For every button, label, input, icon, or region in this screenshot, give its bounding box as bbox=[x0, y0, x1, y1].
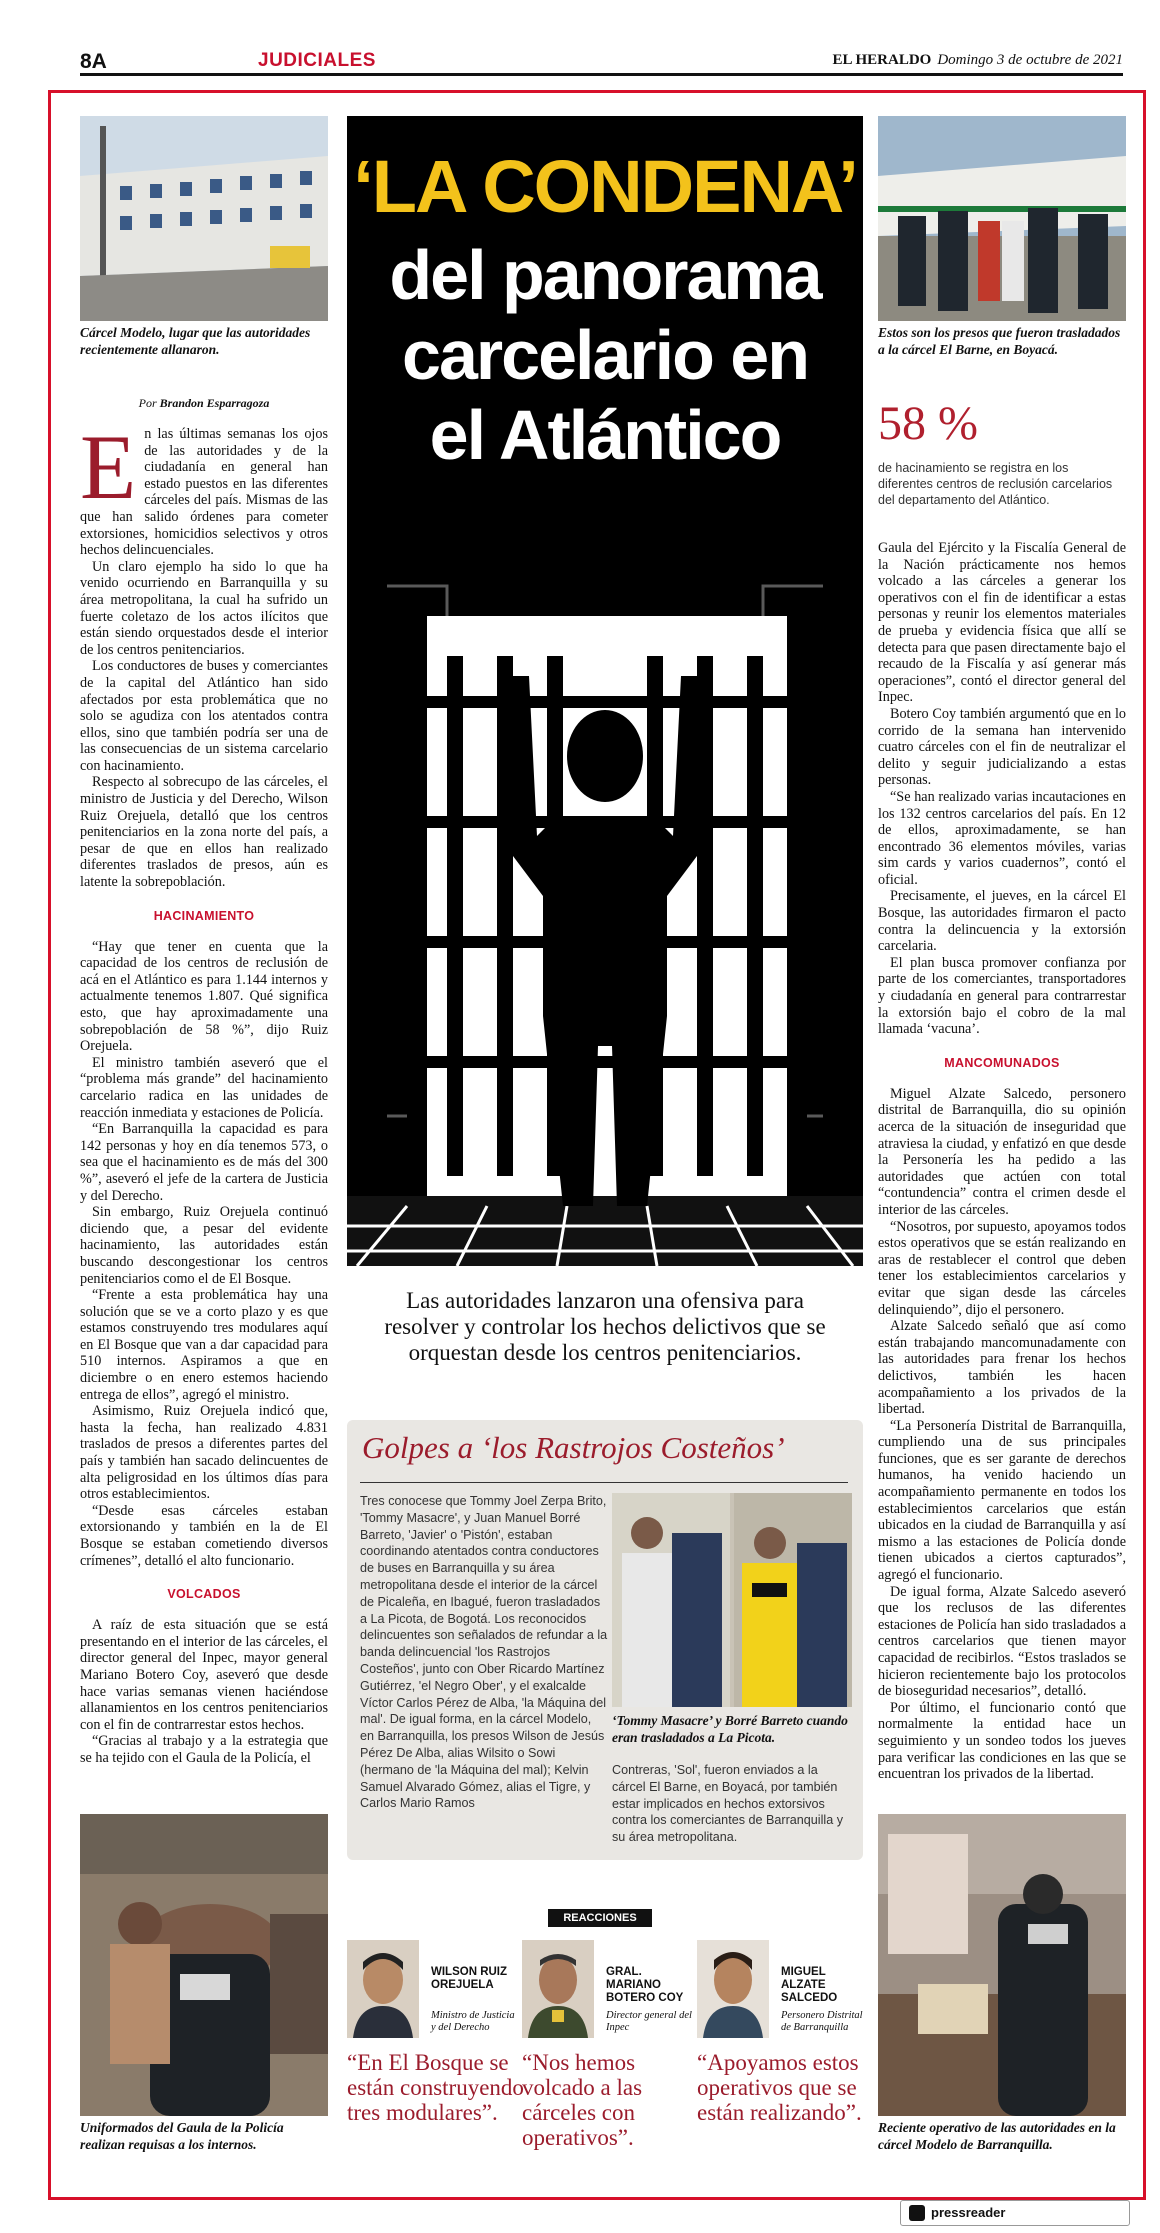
sidebar-text-continued: Contreras, 'Sol', fueron enviados a la cárcel El Barne, en Boyacá, por también estar implicados en hechos extorsivos contra los comerciantes de Barranquilla y su área metropolitana. bbox=[612, 1763, 843, 1845]
reaction-name: WILSON RUIZ OREJUELA bbox=[431, 1966, 508, 1991]
reaction-quote: “En El Bosque se están construyendo tres modulares”. bbox=[347, 2050, 524, 2125]
left-bottom-caption: Uniformados del Gaula de la Policía realizan requisas a los internos. bbox=[80, 2120, 284, 2152]
reaction-role: Personero Distrital de Barranquilla bbox=[781, 2010, 863, 2033]
right-photo-caption: Estos son los presos que fueron trasladados a la cárcel El Barne, en Boyacá. bbox=[878, 325, 1121, 357]
headline-line-4: el Atlántico bbox=[429, 396, 781, 474]
sidebar-title: Golpes a ‘los Rastrojos Costeños’ bbox=[362, 1430, 785, 1465]
prison-facade-photo bbox=[80, 116, 328, 321]
pressreader-logo bbox=[900, 2200, 1130, 2226]
body-paragraph: “Hay que tener en cuenta que la capacidad de los centros de reclusión de acá en el Atlántico es para 1.144 internos y actualmente tenemos 1.807. Qué significa esto, que hay aproximadamente una sobrepoblación de 58 %”, dijo Ruiz Orejuela. bbox=[80, 938, 328, 1055]
sidebar-photo-caption: ‘Tommy Masacre’ y Borré Barreto cuando eran trasladados a La Picota. bbox=[612, 1713, 848, 1745]
reaction-name: MIGUEL ALZATE SALCEDO bbox=[781, 1966, 838, 2004]
issue-date: Domingo 3 de octubre de 2021 bbox=[937, 52, 1123, 68]
sidebar-rule bbox=[360, 1482, 848, 1483]
page-number: 8A bbox=[80, 50, 107, 73]
body-paragraph: De igual forma, Alzate Salcedo aseveró que los reclusos de las diferentes estaciones de Policía han sido trasladados a centros carcelarios que tienen mayor capacidad de recibirlos. “Estos traslados se hicieron recientemente bajo los protocolos de bioseguridad necesarios”, detalló. bbox=[878, 1583, 1126, 1700]
gaula-search-photo bbox=[80, 1814, 328, 2116]
reaction-quote: “Nos hemos volcado a las cárceles con operativos”. bbox=[522, 2050, 643, 2150]
body-paragraph: “La Personería Distrital de Barranquilla, cumpliendo una de sus principales funciones, que es ser garante de derechos humanos, ha venido haciendo un acompañamiento permanente en todos los establecimientos carcelarios que están ubicados en la ciudad de Barranquilla y así mismo a las estaciones de Policía donde tienen ubicados a ciertos capturados”, agregó el funcionario. bbox=[878, 1417, 1126, 1584]
transferred-inmates-photo bbox=[878, 116, 1126, 321]
reaction-role: Director general del Inpec bbox=[606, 2010, 692, 2033]
reaction-name: GRAL. MARIANO BOTERO COY bbox=[606, 1966, 684, 2004]
subheading-volcados: VOLCADOS bbox=[167, 1587, 241, 1602]
reaction-role: Ministro de Justicia y del Derecho bbox=[431, 2010, 515, 2033]
transfer-photo bbox=[612, 1493, 852, 1707]
body-paragraph: “Desde esas cárceles estaban extorsionando y también en la de El Bosque se estaban cometiendo diversos crímenes”, detalló el alto funcionario. bbox=[80, 1502, 328, 1569]
avatar bbox=[697, 1940, 769, 2038]
pressreader-icon bbox=[909, 2205, 925, 2221]
body-paragraph: El ministro también aseveró que el “problema más grande” del hacinamiento carcelario radica en las unidades de reacción inmediata y estaciones de Policía. bbox=[80, 1054, 328, 1121]
body-paragraph: A raíz de esta situación que se está presentando en el interior de las cárceles, el director general del Inpec, mayor general Mariano Botero Coy, aseveró que desde hace varias semanas vienen haciéndose allanamientos en los centros penitenciarios con el fin de contrarrestar estos hechos. bbox=[80, 1617, 328, 1733]
body-paragraph: Miguel Alzate Salcedo, personero distrital de Barranquilla, dio su opinión acerca de la situación de inseguridad que atraviesa la ciudad, y enfatizó en que desde la Personería les ha pedido a las autoridades que actúen con total “contundencia” contra el crimen desde el interior de las cárceles. bbox=[878, 1085, 1126, 1218]
paper-name: EL HERALDO bbox=[832, 52, 932, 68]
deck-subtitle: Las autoridades lanzaron una ofensiva para resolver y controlar los hechos delictivos que se orquestan desde los centros penitenciarios. bbox=[384, 1288, 826, 1365]
body-paragraph: “Nosotros, por supuesto, apoyamos todos estos operativos que se están realizando en aras de restablecer el control que deben tener los establecimientos carcelarios y evitar que sigan desde las cárceles delinquiendo”, dijo el personero. bbox=[878, 1218, 1126, 1318]
lead-paragraph: n las últimas semanas los ojos de las autoridades y de la ciudadanía en general han estado puestos en las diferentes cárceles del país. Mismas de las que han salido órdenes para cometer extorsiones, homicidios selectivos y otros hechos delincuenciales. bbox=[80, 426, 328, 559]
body-paragraph: “Se han realizado varias incautaciones en los 132 centros carcelarios del país. En 12 de ellos, aproximadamente, se han encontrado 36 elementos móviles, varias sim cards y varios cuadernos”, contó el oficial. bbox=[878, 788, 1126, 888]
right-body-column bbox=[878, 540, 1126, 1783]
header-rule bbox=[80, 73, 1123, 76]
body-paragraph: Precisamente, el jueves, en la cárcel El Bosque, las autoridades firmaron el pacto contra la delincuencia y la extorsión carcelaria. bbox=[878, 888, 1126, 955]
byline-prefix: Por bbox=[138, 396, 157, 410]
body-paragraph: Los conductores de buses y comerciantes de la capital del Atlántico han sido afectados por esta problemática que no solo se agudiza con los atentados contra ellos, sino que también podría ser una de las consecuencias de un sistema carcelario con hacinamiento. bbox=[80, 658, 328, 774]
headline-line-3: carcelario en bbox=[402, 316, 808, 394]
body-paragraph: “Gracias al trabajo y a la estrategia que se ha tejido con el Gaula de la Policía, el bbox=[80, 1733, 328, 1766]
body-paragraph: Sin embargo, Ruiz Orejuela continuó diciendo que, a pesar del evidente hacinamiento, las autoridades están buscando descongestionar los centros penitenciarios como el de El Bosque. bbox=[80, 1204, 328, 1287]
overcrowding-stat: 58 % bbox=[878, 397, 978, 450]
left-photo-caption: Cárcel Modelo, lugar que las autoridades recientemente allanaron. bbox=[80, 325, 311, 357]
headline-line-1: ‘LA CONDENA’ bbox=[353, 145, 857, 228]
left-body-column bbox=[80, 416, 328, 1767]
byline-author: Brandon Esparragoza bbox=[159, 396, 270, 410]
paper-dateline bbox=[833, 52, 1123, 69]
section-name: JUDICIALES bbox=[258, 50, 376, 71]
body-paragraph: Respecto al sobrecupo de las cárceles, el ministro de Justicia y del Derecho, Wilson Ruiz Orejuela, detalló que los centros penitenciarios en la zona norte del país, a pesar de que en ellos han realizado diferentes traslados de presos, aún es latente la sobrepoblación. bbox=[80, 774, 328, 891]
reaction-quote: “Apoyamos estos operativos que se están realizando”. bbox=[697, 2050, 862, 2125]
body-paragraph: Por último, el funcionario contó que normalmente la entidad hace un seguimiento y un sondeo todos los jueves para verificar las condiciones en las que se encuentran los privados de la libertad. bbox=[878, 1699, 1126, 1783]
body-paragraph: “En Barranquilla la capacidad es para 142 personas y hoy en día tenemos 573, o sea que el hacinamiento es de más del 300 %”, aseveró el jefe de la cartera de Justicia y del Derecho. bbox=[80, 1121, 328, 1204]
avatar bbox=[522, 1940, 594, 2038]
drop-cap: E bbox=[80, 416, 137, 518]
byline bbox=[80, 396, 328, 411]
body-paragraph: Gaula del Ejército y la Fiscalía General de la Nación prácticamente nos hemos volcado a las cárceles a generar los operativos con el fin de identificar a estas personas y reunir los elementos materiales de prueba y evidencia física que allí se detecta para que pasen directamente bajo el recaudo de la Fiscalía y así generar más operaciones”, contó el director general del Inpec. bbox=[878, 540, 1126, 706]
body-paragraph: Un claro ejemplo ha sido lo que ha venido ocurriendo en Barranquilla y su área metropolitana, la cual ha sufrido un fuerte coletazo de los actos ilícitos que están siendo orquestados desde el interior de los centros penitenciarios. bbox=[80, 558, 328, 658]
subheading-hacinamiento: HACINAMIENTO bbox=[153, 908, 255, 923]
sidebar-text: Tres conocese que Tommy Joel Zerpa Brito, 'Tommy Masacre', y Juan Manuel Borré Barreto, 'Javier' o 'Pistón', estaban coordinando atentados contra conductores de buses en Barranquilla y su área metropolitana desde el interior de la cárcel de Picaleña, en Ibagué, fueron trasladados a La Picota, de Bogotá. Los reconocidos delincuentes son señalados de refundar a la banda delincuencial 'los Rastrojos Costeños', junto con Ober Ricardo Martínez Gutiérrez, 'el Negro Ober', y el exalcalde Víctor Carlos Pérez de Alba, 'la Máquina del mal'. De igual forma, en la cárcel Modelo, en Barranquilla, los presos Wilson de Jesús Pérez De Alba, alias Wilsito o Sowi (hermano de 'la Máquina del mal); Kelvin Samuel Alvarado Gómez, alias el Tigre, y Carlos Mario Ramos bbox=[360, 1494, 608, 1811]
avatar bbox=[347, 1940, 419, 2038]
subheading-mancomunados: MANCOMUNADOS bbox=[944, 1055, 1060, 1070]
body-paragraph: Asimismo, Ruiz Orejuela indicó que, hasta la fecha, han realizado 4.831 traslados de presos a diferentes partes del país y también han sacado delincuentes de alta peligrosidad en los últimos días para otros establecimientos. bbox=[80, 1403, 328, 1503]
body-paragraph: Alzate Salcedo señaló que así como están trabajando mancomunadamente con las autoridades para frenar los hechos delictivos, también les hacen acompañamiento a los privados de la libertad. bbox=[878, 1318, 1126, 1418]
body-paragraph: El plan busca promover confianza por parte de los comerciantes, transportadores y ciudadanía en general para contrarrestar la extorsión bajo el cobro de la mal llamada ‘vacuna’. bbox=[878, 954, 1126, 1038]
headline-line-2: del panorama bbox=[389, 236, 821, 314]
right-bottom-caption: Reciente operativo de las autoridades en la cárcel Modelo de Barranquilla. bbox=[878, 2120, 1116, 2152]
overcrowding-stat-text: de hacinamiento se registra en los diferentes centros de reclusión carcelarios del departamento del Atlántico. bbox=[878, 461, 1113, 507]
reactions-label: REACCIONES bbox=[548, 1909, 652, 1927]
modelo-operation-photo bbox=[878, 1814, 1126, 2116]
body-paragraph: Botero Coy también argumentó que en lo corrido de la semana han intervenido cuatro cárceles con el fin de neutralizar el delito y seguir judicializando a estas personas. bbox=[878, 705, 1126, 789]
body-paragraph: “Frente a esta problemática hay una solución que se ve a corto plazo y es que estamos construyendo tres modulares aquí en El Bosque que van a dar capacidad para 510 internos. Aspiramos a que en diciembre o en enero estemos haciendo entrega de ellos”, agregó el ministro. bbox=[80, 1287, 328, 1403]
pressreader-label: pressreader bbox=[931, 2205, 1006, 2220]
